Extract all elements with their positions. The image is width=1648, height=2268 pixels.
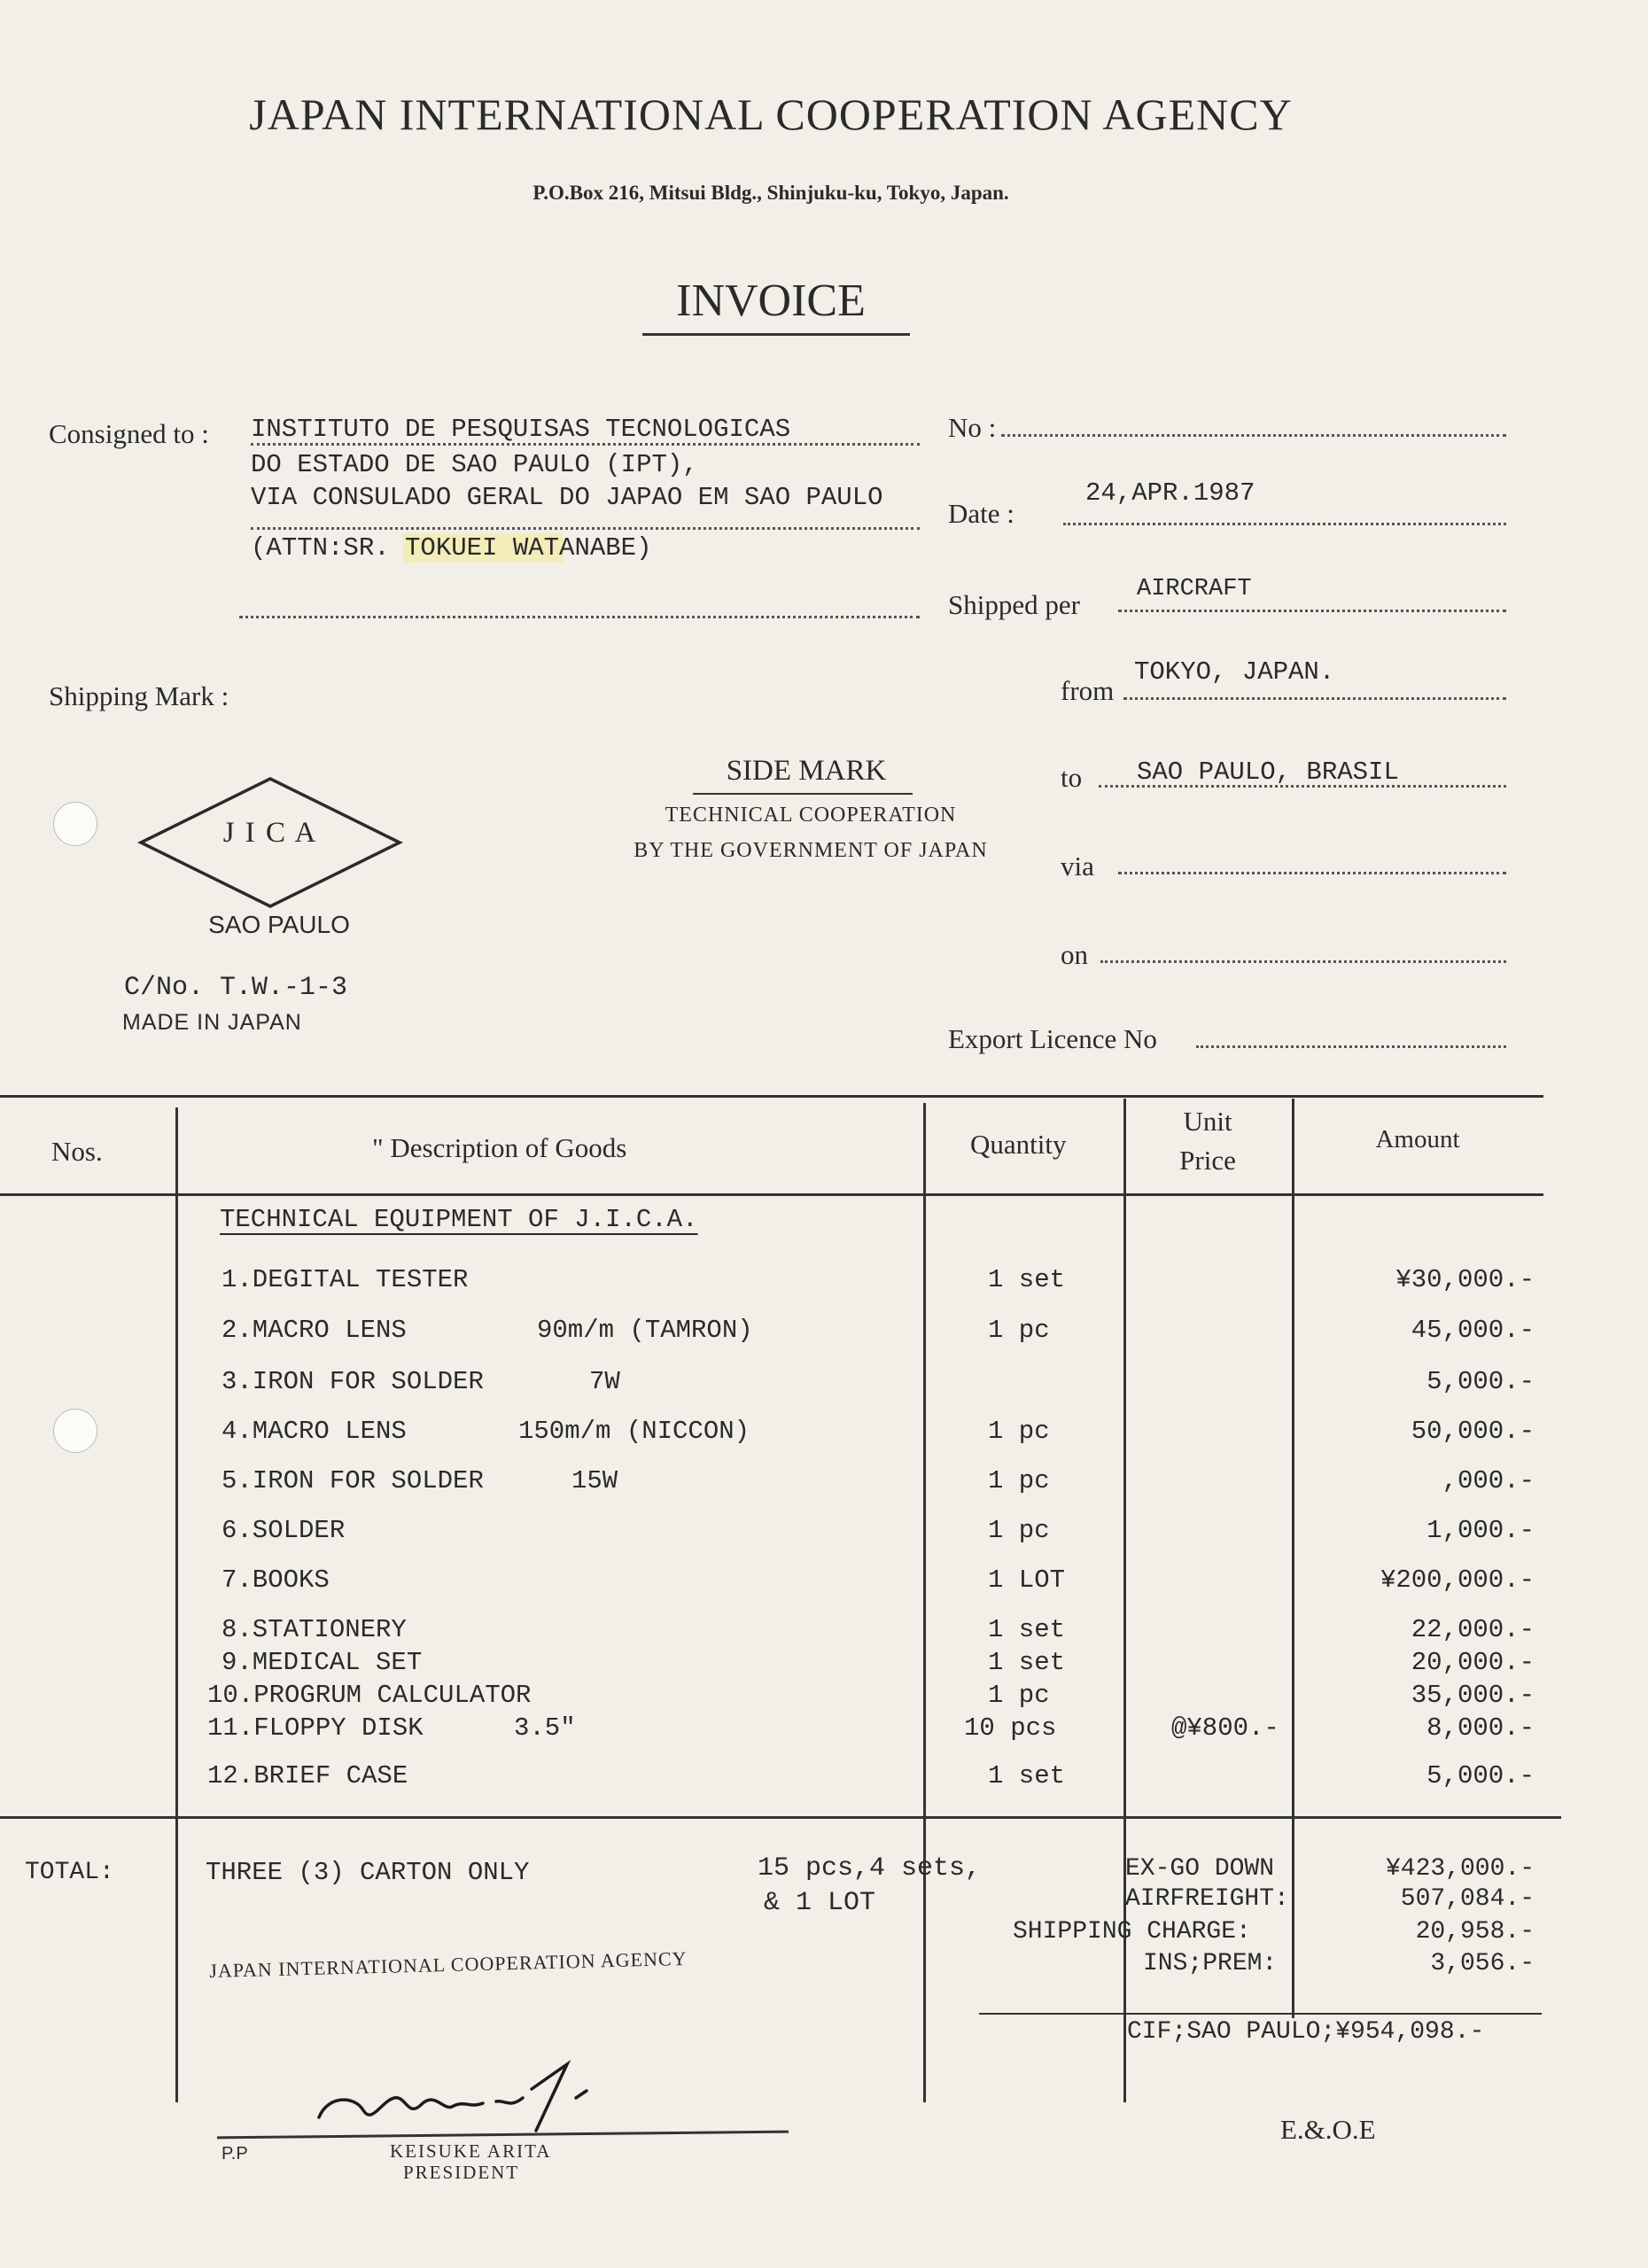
item-description: 10.PROGRUM CALCULATOR [207, 1681, 532, 1710]
item-description: 12.BRIEF CASE [207, 1761, 408, 1790]
totals-row-label: SHIPPING CHARGE: [1013, 1918, 1251, 1946]
item-quantity: 1 set [988, 1265, 1066, 1294]
punch-hole-top [53, 802, 97, 846]
totals-row-label: EX-GO DOWN [1125, 1855, 1275, 1883]
via-dotted-line [1118, 872, 1506, 874]
item-quantity: 1 set [988, 1761, 1066, 1790]
totals-row-airfreight [0, 1885, 1648, 1917]
side-mark-line-2: BY THE GOVERNMENT OF JAPAN [634, 839, 988, 862]
from-dotted-line [1123, 697, 1506, 700]
side-mark-line-1: TECHNICAL COOPERATION [665, 804, 957, 827]
consignee-line-3: VIA CONSULADO GERAL DO JAPAO EM SAO PAULO [251, 483, 883, 512]
side-mark-underline [693, 793, 913, 795]
totals-row-label: AIRFREIGHT: [1125, 1885, 1289, 1913]
from-value: TOKYO, JAPAN. [1134, 657, 1335, 687]
table-header-bottom-border [0, 1193, 1543, 1196]
consignee-dotted-line-1 [251, 443, 920, 446]
item-description: 1.DEGITAL TESTER [222, 1265, 469, 1294]
item-description: 3.IRON FOR SOLDER [222, 1367, 484, 1396]
table-row [0, 1761, 1648, 1793]
totals-row-label: INS;PREM: [1143, 1950, 1278, 1977]
consignee-line-4: (ATTN:SR. TOKUEI WATANABE) [251, 533, 652, 563]
header-quantity: Quantity [970, 1129, 1067, 1160]
table-row [0, 1615, 1648, 1647]
agency-address: P.O.Box 216, Mitsui Bldg., Shinjuku-ku, Tokyo, Japan. [532, 182, 1009, 204]
item-quantity: 1 pc [988, 1417, 1050, 1446]
item-description: 5.IRON FOR SOLDER [222, 1466, 484, 1495]
item-quantity: 1 set [988, 1615, 1066, 1644]
carton-number: C/No. T.W.-1-3 [124, 973, 348, 1003]
to-label: to [1061, 762, 1083, 793]
totals-row-amount: 20,958.- [1415, 1918, 1535, 1946]
table-row [0, 1516, 1648, 1548]
table-top-border [0, 1095, 1543, 1098]
totals-row-ex-go-down [0, 1855, 1648, 1887]
item-spec: 15W [571, 1466, 618, 1495]
invoice-title-underline [642, 333, 910, 336]
item-amount: 8,000.- [1426, 1713, 1535, 1743]
from-label: from [1061, 675, 1115, 706]
export-licence-label: Export Licence No [948, 1023, 1157, 1054]
item-description: 2.MACRO LENS [222, 1316, 407, 1345]
to-dotted-line [1099, 785, 1506, 788]
item-description: 4.MACRO LENS [222, 1417, 407, 1446]
no-label: No : [948, 412, 997, 443]
item-quantity: 1 set [988, 1648, 1066, 1677]
item-amount: 20,000.- [1411, 1648, 1535, 1677]
table-row [0, 1316, 1648, 1348]
item-description: 7.BOOKS [222, 1565, 330, 1595]
totals-row-amount: ¥423,000.- [1385, 1855, 1535, 1883]
table-row [0, 1681, 1648, 1713]
jica-logo-text: J I C A [222, 817, 318, 849]
table-items-bottom-border [0, 1816, 1561, 1819]
item-description: 11.FLOPPY DISK [207, 1713, 424, 1743]
invoice-title: INVOICE [676, 276, 866, 326]
item-quantity: 1 pc [988, 1316, 1050, 1345]
agency-title: JAPAN INTERNATIONAL COOPERATION AGENCY [249, 89, 1293, 139]
item-unit-price: @¥800.- [1171, 1713, 1279, 1743]
consignee-dotted-line-5 [239, 616, 920, 618]
signatory-title: PRESIDENT [403, 2162, 520, 2183]
cif-total: CIF;SAO PAULO;¥954,098.- [1127, 2018, 1485, 2046]
made-in-japan: MADE IN JAPAN [122, 1010, 302, 1035]
item-spec: 90m/m (TAMRON) [537, 1316, 753, 1345]
signature-scribble [310, 2047, 656, 2144]
date-label: Date : [948, 498, 1014, 529]
table-row [0, 1367, 1648, 1399]
item-quantity: 10 pcs [964, 1713, 1057, 1743]
agency-stamp: JAPAN INTERNATIONAL COOPERATION AGENCY [209, 1946, 688, 1982]
item-description: 8.STATIONERY [222, 1615, 407, 1644]
item-amount: 5,000.- [1426, 1367, 1535, 1396]
item-spec: 150m/m (NICCON) [518, 1417, 750, 1446]
totals-sum-line [979, 2013, 1542, 2015]
per-procuration-mark: P.P [222, 2144, 248, 2163]
shipping-mark-city: SAO PAULO [208, 911, 350, 938]
item-description: 9.MEDICAL SET [222, 1648, 423, 1677]
table-row [0, 1265, 1648, 1297]
on-label: on [1061, 939, 1088, 970]
item-quantity: 1 pc [988, 1681, 1050, 1710]
item-amount: 1,000.- [1426, 1516, 1535, 1545]
shipped-per-dotted-line [1118, 610, 1506, 612]
total-cartons: THREE (3) CARTON ONLY [206, 1858, 530, 1887]
item-description: 6.SOLDER [222, 1516, 346, 1545]
to-value: SAO PAULO, BRASIL [1137, 757, 1399, 787]
item-amount: 22,000.- [1411, 1615, 1535, 1644]
item-amount: 5,000.- [1426, 1761, 1535, 1790]
total-label: TOTAL: [25, 1859, 114, 1886]
totals-row-amount: 507,084.- [1400, 1885, 1535, 1913]
table-row [0, 1417, 1648, 1449]
side-mark-title: SIDE MARK [726, 755, 887, 787]
no-dotted-line [1001, 434, 1506, 437]
shipping-mark-label: Shipping Mark : [49, 680, 229, 711]
header-unit: Unit [1183, 1106, 1232, 1137]
date-dotted-line [1063, 523, 1506, 525]
item-quantity: 1 LOT [988, 1565, 1066, 1595]
item-amount: ,000.- [1442, 1466, 1535, 1495]
table-row [0, 1466, 1648, 1498]
table-row [0, 1565, 1648, 1597]
header-nos: Nos. [51, 1136, 103, 1167]
item-quantity: 1 pc [988, 1466, 1050, 1495]
table-row [0, 1713, 1648, 1745]
item-amount: 45,000.- [1411, 1316, 1535, 1345]
item-amount: 50,000.- [1411, 1417, 1535, 1446]
item-amount: ¥30,000.- [1395, 1265, 1535, 1294]
consignee-line-1: INSTITUTO DE PESQUISAS TECNOLOGICAS [251, 415, 791, 444]
item-spec: 7W [589, 1367, 620, 1396]
header-description: " Description of Goods [372, 1132, 627, 1163]
on-dotted-line [1100, 960, 1506, 963]
consignee-dotted-line-3 [251, 527, 920, 530]
header-price: Price [1179, 1145, 1236, 1176]
signatory-name: KEISUKE ARITA [390, 2140, 552, 2162]
total-quantity-line-2: & 1 LOT [764, 1888, 876, 1918]
header-amount: Amount [1375, 1125, 1460, 1153]
totals-row-amount: 3,056.- [1430, 1950, 1535, 1977]
shipped-per-label: Shipped per [948, 589, 1080, 620]
table-row [0, 1648, 1648, 1680]
item-spec: 3.5" [514, 1713, 576, 1743]
item-amount: ¥200,000.- [1380, 1565, 1535, 1595]
totals-row-shipping-charge [0, 1918, 1648, 1950]
item-amount: 35,000.- [1411, 1681, 1535, 1710]
consignee-line-2: DO ESTADO DE SAO PAULO (IPT), [251, 450, 698, 479]
errors-omissions-excepted: E.&.O.E [1280, 2114, 1376, 2145]
section-title: TECHNICAL EQUIPMENT OF J.I.C.A. [220, 1205, 698, 1234]
via-label: via [1061, 850, 1094, 882]
export-licence-dotted-line [1196, 1045, 1506, 1048]
item-quantity: 1 pc [988, 1516, 1050, 1545]
date-value: 24,APR.1987 [1085, 478, 1255, 508]
shipped-per-value: AIRCRAFT [1137, 576, 1252, 602]
total-quantity-line-1: 15 pcs,4 sets, [758, 1853, 982, 1884]
consigned-to-label: Consigned to : [49, 418, 209, 449]
